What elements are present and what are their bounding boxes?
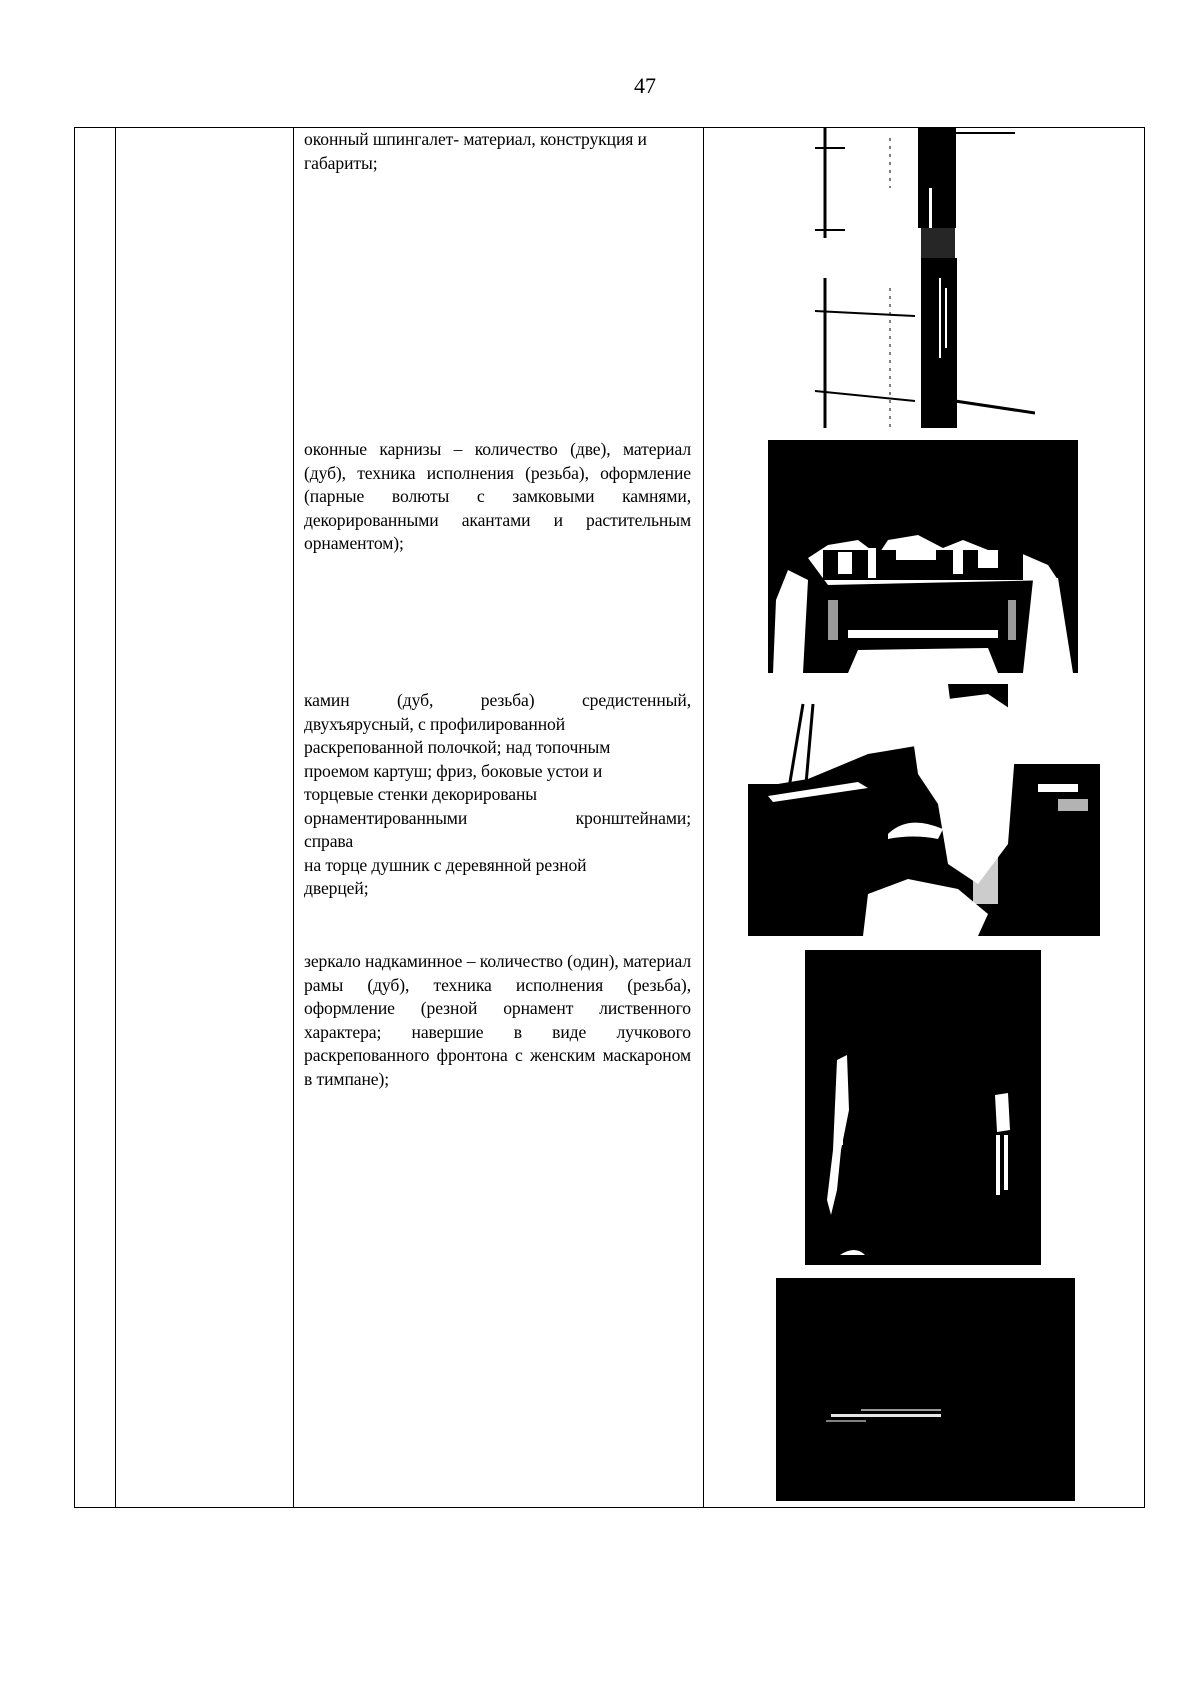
entry-window-cornices-text: оконные карнизы – количество (две), материал (дуб), техника исполнения (резьба), оформление (парные волюты с замковыми камнями, декорированными акантами и растительным орнаментом); xyxy=(304,439,691,553)
fireplace-text-line: проемом картуш; фриз, боковые устои и xyxy=(304,760,603,781)
fireplace-text-line: раскрепованной полочкой; над топочным xyxy=(304,737,611,757)
fireplace-text-line: дверцей; xyxy=(304,878,369,898)
fireplace-text-line: двухъярусный, с профилированной xyxy=(304,713,566,734)
mirror-detail-photo xyxy=(776,1278,1075,1501)
entry-mirror-text: зеркало надкаминное – количество (один), материал рамы (дуб), техника исполнения (резьба), оформление (резной орнамент лиственного характера; навершие в виде лучкового раскрепованного фронтона с женским маскароном в тимпане); xyxy=(304,951,691,1089)
fireplace-text-line: справа xyxy=(304,831,354,851)
column-divider xyxy=(115,128,116,1507)
fireplace-text-line: камин (дуб, резьба) средистенный, xyxy=(304,690,691,710)
fireplace-text-line: торцевые стенки декорированы xyxy=(304,784,538,804)
fireplace-photo xyxy=(748,684,1100,936)
cornice-photo xyxy=(768,440,1078,673)
window-latch-photo xyxy=(805,128,1035,428)
mirror-photo xyxy=(805,950,1041,1265)
fireplace-text-line: на торце душник с деревянной резной xyxy=(304,854,587,875)
entry-window-latch-text: оконный шпингалет- материал, конструкция и габариты; xyxy=(304,129,647,173)
fireplace-text-line: орнаментированными кронштейнами; xyxy=(304,807,691,828)
column-divider xyxy=(293,128,294,1507)
column-divider xyxy=(703,128,704,1507)
page-number: 47 xyxy=(634,73,656,98)
entry-fireplace-text xyxy=(304,689,691,901)
